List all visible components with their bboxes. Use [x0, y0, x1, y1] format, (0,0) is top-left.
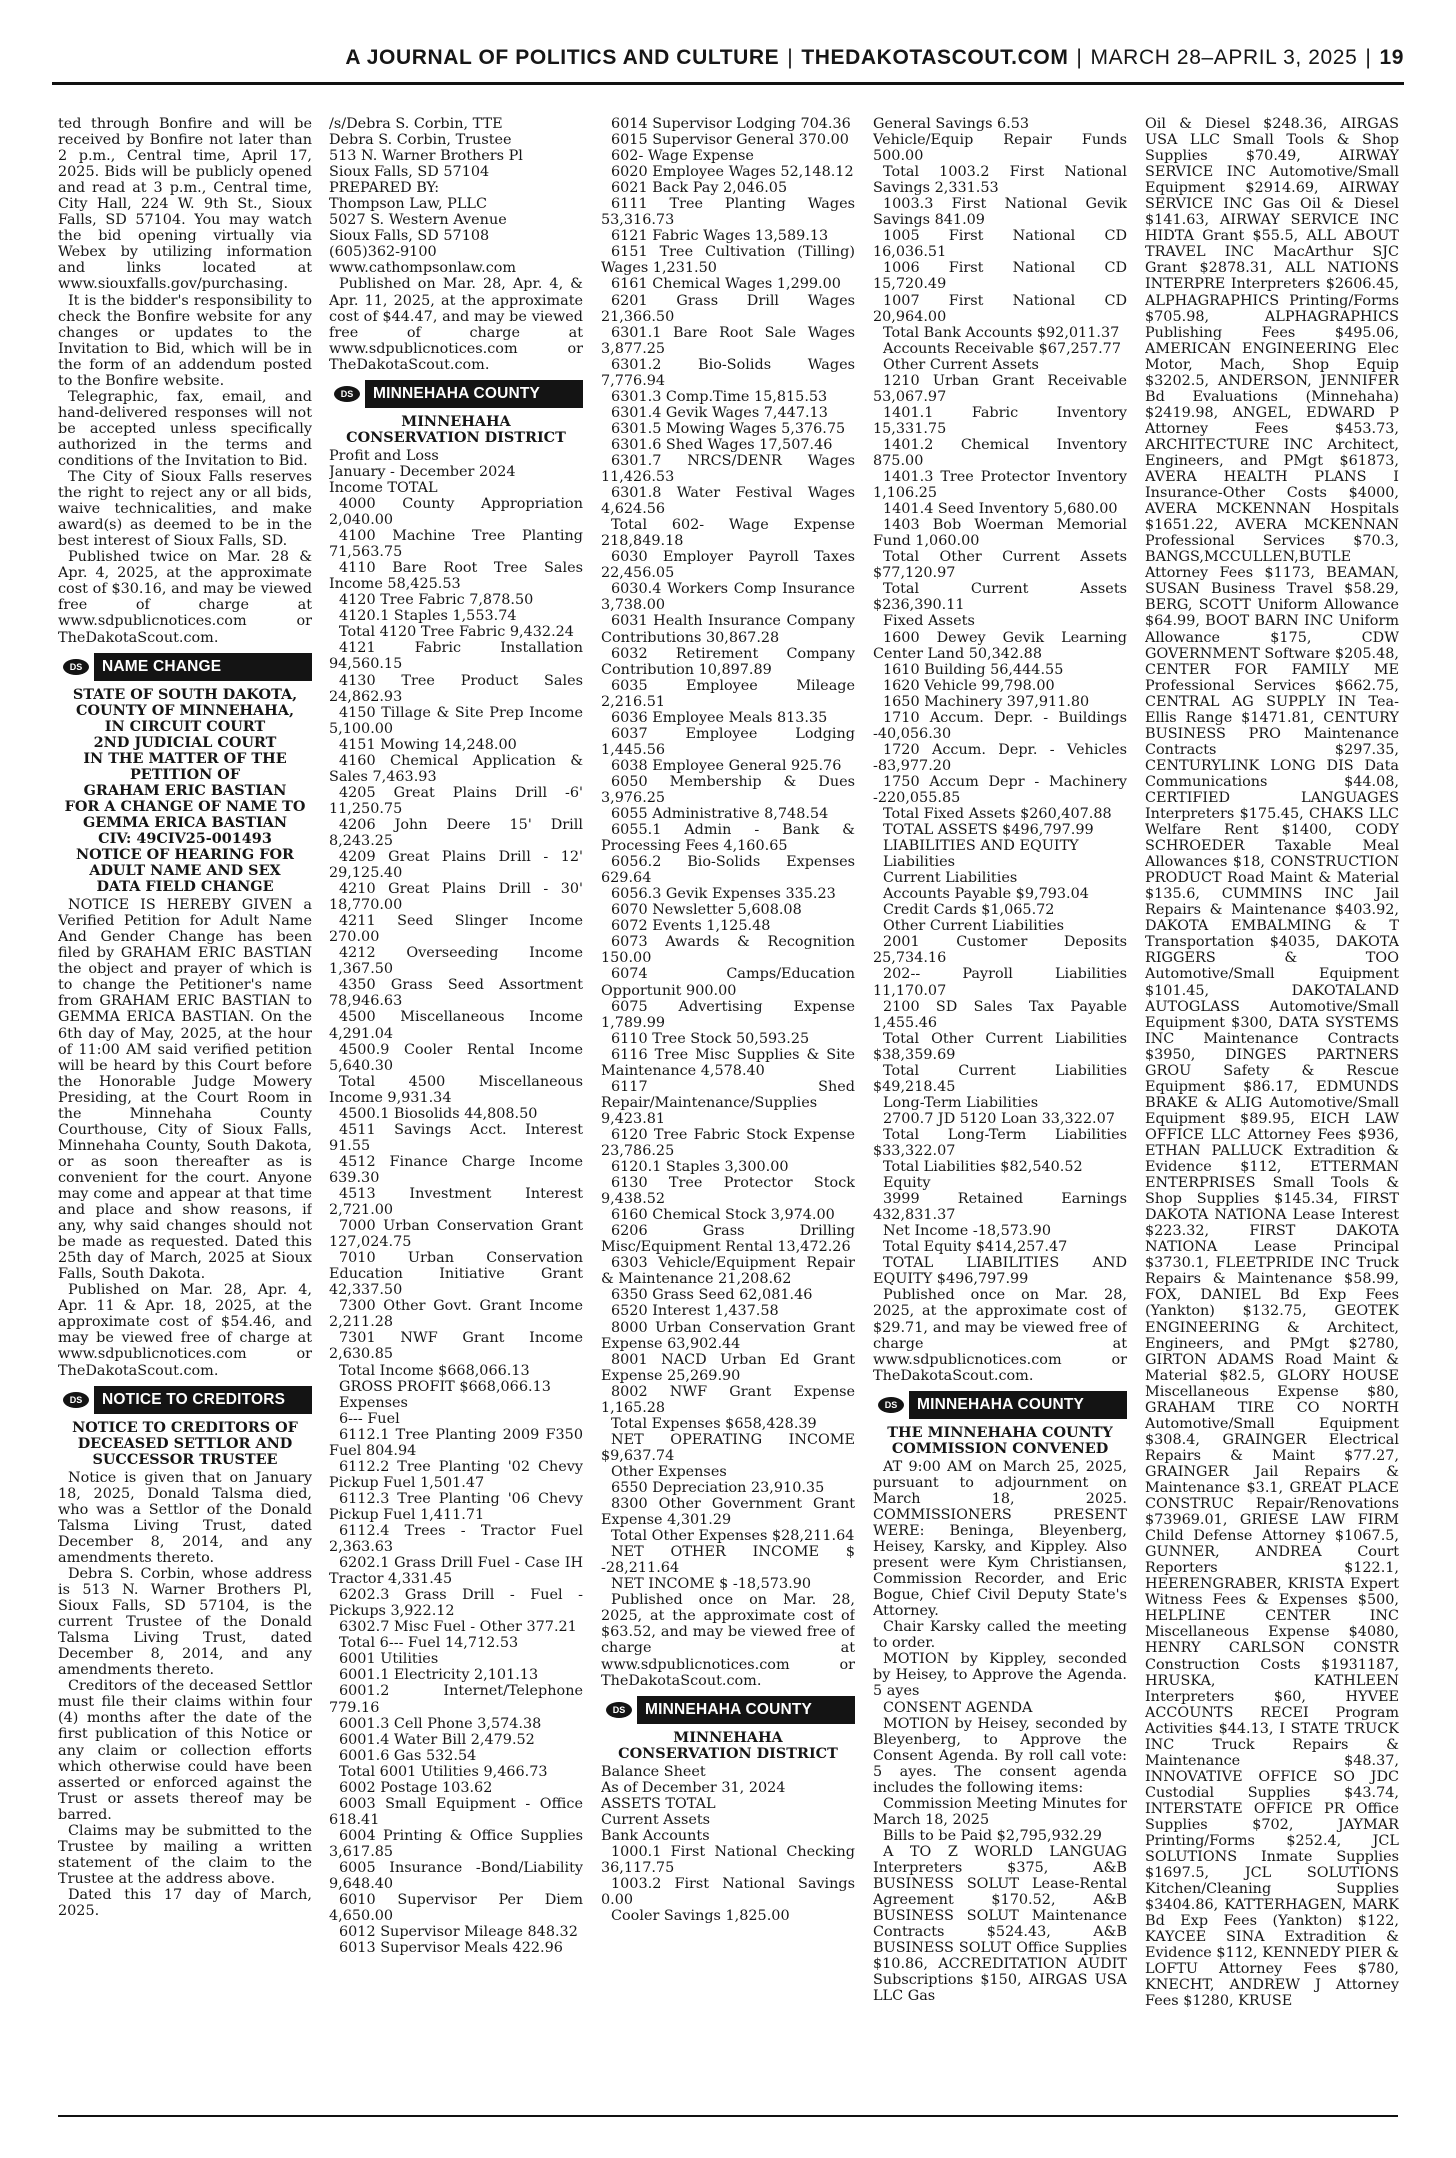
notice-paragraph: 3999 Retained Earnings 432,831.37 [873, 1191, 1127, 1224]
notice-paragraph: 6520 Interest 1,437.58 [611, 1303, 779, 1320]
notice-paragraph: 4206 John Deere 15' Drill 8,243.25 [329, 816, 583, 849]
column-5 [1145, 116, 1399, 2116]
notice-paragraph: Current Assets [601, 1811, 711, 1828]
notice-heading-line: DECEASED SETTLOR AND [77, 1434, 293, 1452]
column-3 [601, 116, 855, 2116]
notice-heading [329, 414, 583, 446]
notice-heading-line: SUCCESSOR TRUSTEE [92, 1450, 278, 1468]
notice-paragraph: 1006 First National CD 15,720.49 [873, 260, 1127, 293]
notice-paragraph: NOTICE IS HEREBY GIVEN a Verified Petition for Adult Name And Gender Change has been filed by GRAHAM ERIC BASTIAN the object and prayer of which is to change the Petitioner's name from GRAHAM ERIC BASTIAN to GEMMA ERICA BASTIAN. On the 6th day of May, 2025, at the hour of 11:00 AM said verified petition will be heard by this Court before the Honorable Judge Mowery Presiding, at the Court Room in the Minnehaha County Courthouse, City of Sioux Falls, Minnehaha County, South Dakota, or as soon thereafter as is convenient for the court. Anyone may come and appear at that time and place and show reasons, if any, why said changes should not be made as requested. Dated this 25th day of March, 2025 at Sioux Falls, South Dakota. [58, 897, 312, 1283]
notice-paragraph: 6056.2 Bio-Solids Expenses 629.64 [601, 854, 855, 887]
notice-paragraph: ASSETS TOTAL [601, 1795, 716, 1812]
notice-paragraph: PREPARED BY: [329, 180, 440, 197]
notice-paragraph: 6112.4 Trees - Tractor Fuel 2,363.63 [329, 1522, 583, 1556]
notice-paragraph: 7010 Urban Conservation Education Initiative Grant 42,337.50 [329, 1250, 583, 1299]
notice-paragraph: Total Expenses $658,428.39 [611, 1415, 817, 1432]
notice-paragraph: 4100 Machine Tree Planting 71,563.75 [329, 528, 583, 561]
notice-paragraph: 202-- Payroll Liabilities 11,170.07 [873, 966, 1127, 999]
notice-paragraph: Total Current Assets $236,390.11 [873, 581, 1127, 614]
notice-paragraph: 4350 Grass Seed Assortment 78,946.63 [329, 977, 583, 1010]
notice-paragraph: Commission Meeting Minutes for March 18, 2025 [873, 1795, 1127, 1828]
notice-paragraph: NET INCOME $ -18,573.90 [611, 1576, 812, 1593]
notice-heading [58, 1420, 312, 1468]
notice-paragraph: 6117 Shed Repair/Maintenance/Supplies 9,423.81 [601, 1078, 855, 1127]
notice-paragraph: 6202.3 Grass Drill - Fuel - Pickups 3,922.12 [329, 1587, 583, 1620]
notice-paragraph: Expenses [339, 1394, 408, 1411]
notice-paragraph: Cooler Savings 1,825.00 [611, 1908, 790, 1925]
notice-paragraph: Other Current Liabilities [883, 918, 1065, 935]
notice-paragraph: 6121 Fabric Wages 13,589.13 [611, 228, 829, 245]
scout-logo-icon: DS [58, 653, 94, 681]
notice-paragraph: (605)362-9100 [329, 244, 437, 261]
notice-paragraph: 1401.4 Seed Inventory 5,680.00 [883, 501, 1118, 518]
notice-paragraph: Profit and Loss [329, 447, 439, 464]
notice-paragraph: Total Other Expenses $28,211.64 [611, 1528, 855, 1545]
section-banner [601, 1696, 855, 1724]
notice-paragraph: Published on Mar. 28, Apr. 4, & Apr. 11, 2025, at the approximate cost of $44.47, and may be viewed free of charge at www.sdpublicnotices.com or TheDakotaScout.com. [329, 276, 583, 373]
notice-paragraph: 6--- Fuel [339, 1410, 400, 1427]
notice-paragraph: 1620 Vehicle 99,798.00 [883, 677, 1055, 694]
notice-paragraph: 4209 Great Plains Drill - 12' 29,125.40 [329, 849, 583, 882]
notice-paragraph: Total Income $668,066.13 [339, 1362, 530, 1379]
notice-paragraph: 5027 S. Western Avenue [329, 212, 507, 229]
notice-paragraph: AT 9:00 AM on March 25, 2025, pursuant to adjournment on March 18, 2025. COMMISSIONERS PRESENT WERE: Beninga, Bleyenberg, Heisey, Karsky, and Kippley. Also present were Kym Christiansen, Commission Recorder, and Eric Bogue, Chief Civil Deputy State's Attorney. [873, 1458, 1127, 1620]
notice-paragraph: Total Other Current Assets $77,120.97 [873, 549, 1127, 582]
notice-paragraph: 2700.7 JD 5120 Loan 33,322.07 [883, 1110, 1115, 1127]
notice-paragraph: The City of Sioux Falls reserves the right to reject any or all bids, waive technicalities, and make award(s) as deemed to be in the best interest of Sioux Falls, SD. [58, 469, 312, 550]
notice-paragraph: Fixed Assets [883, 613, 975, 630]
site-name: THEDAKOTASCOUT.COM [801, 46, 1069, 69]
notice-paragraph: 6055 Administrative 8,748.54 [611, 806, 829, 823]
notice-paragraph: 6036 Employee Meals 813.35 [611, 709, 828, 726]
notice-paragraph: 6112.3 Tree Planting '06 Chevy Pickup Fuel 1,411.71 [329, 1490, 583, 1523]
section-banner [58, 1386, 312, 1414]
notice-paragraph: Equity [883, 1175, 931, 1192]
notice-paragraph: 6161 Chemical Wages 1,299.00 [611, 276, 841, 293]
notice-heading-line: PETITION OF [129, 765, 241, 783]
notice-paragraph: 1005 First National CD 16,036.51 [873, 228, 1127, 261]
notice-paragraph: 6160 Chemical Stock 3,974.00 [611, 1207, 835, 1224]
notice-heading-line: IN THE MATTER OF THE [83, 749, 287, 767]
notice-paragraph: Published on Mar. 28, Apr. 4, Apr. 11 & Apr. 18, 2025, at the approximate cost of $54.46, and may be viewed free of charge at www.sdpublicnotices.com or TheDakotaScout.com. [58, 1282, 312, 1379]
notice-paragraph: NET OTHER INCOME $ -28,211.64 [601, 1544, 855, 1577]
notice-heading-line: IN CIRCUIT COURT [104, 717, 266, 735]
notice-paragraph: 4513 Investment Interest 2,721.00 [329, 1186, 583, 1219]
notice-paragraph: Credit Cards $1,065.72 [883, 902, 1055, 919]
notice-paragraph: Chair Karsky called the meeting to order. [873, 1619, 1127, 1652]
notice-paragraph: 6302.7 Misc Fuel - Other 377.21 [339, 1619, 577, 1636]
notice-paragraph: 6004 Printing & Office Supplies 3,617.85 [329, 1827, 583, 1860]
notice-heading-line: DATA FIELD CHANGE [96, 878, 274, 896]
notice-paragraph: Total 6001 Utilities 9,466.73 [339, 1763, 548, 1780]
notice-paragraph: 8002 NWF Grant Expense 1,165.28 [601, 1383, 855, 1416]
notice-paragraph: Total 1003.2 First National Savings 2,331.53 [873, 164, 1127, 197]
section-banner-title: NAME CHANGE [102, 657, 222, 675]
notice-paragraph: 1610 Building 56,444.55 [883, 661, 1064, 678]
notice-paragraph: 1403 Bob Woerman Memorial Fund 1,060.00 [873, 517, 1127, 550]
notice-paragraph: Bills to be Paid $2,795,932.29 [883, 1827, 1102, 1844]
notice-paragraph: Total 602- Wage Expense 218,849.18 [601, 517, 855, 550]
notice-paragraph: 4511 Savings Acct. Interest 91.55 [329, 1121, 583, 1154]
column-4 [873, 116, 1127, 2116]
notice-paragraph: 6050 Membership & Dues 3,976.25 [601, 773, 855, 806]
column-2 [329, 116, 583, 2116]
notice-paragraph: 6301.4 Gevik Wages 7,447.13 [611, 404, 828, 421]
notice-heading [601, 1730, 855, 1762]
notice-paragraph: CONSENT AGENDA [883, 1699, 1033, 1716]
notice-paragraph: Debra S. Corbin, Trustee [329, 132, 512, 149]
notice-paragraph: 6303 Vehicle/Equipment Repair & Maintenance 21,208.62 [601, 1255, 855, 1288]
running-head [345, 46, 1404, 70]
notice-paragraph: 1401.3 Tree Protector Inventory 1,106.25 [873, 469, 1127, 502]
notice-heading-line: GEMMA ERICA BASTIAN [82, 813, 288, 831]
notice-paragraph: 6005 Insurance -Bond/Liability 9,648.40 [329, 1859, 583, 1893]
scout-logo-icon: DS [873, 1391, 909, 1419]
notice-paragraph: 7300 Other Govt. Grant Income 2,211.28 [329, 1298, 583, 1331]
notice-paragraph: 6301.7 NRCS/DENR Wages 11,426.53 [601, 452, 855, 486]
columns-area [58, 116, 1398, 2116]
section-banner-title: MINNEHAHA COUNTY [373, 384, 541, 402]
notice-paragraph: 6030 Employer Payroll Taxes 22,456.05 [601, 549, 855, 582]
notice-paragraph: 8300 Other Government Grant Expense 4,301.29 [601, 1496, 855, 1529]
notice-paragraph: Total Equity $414,257.47 [883, 1239, 1068, 1256]
notice-heading-line: CIV: 49CIV25-001493 [98, 829, 272, 847]
notice-paragraph: 6201 Grass Drill Wages 21,366.50 [601, 292, 855, 325]
notice-paragraph: /s/Debra S. Corbin, TTE [329, 116, 503, 132]
notice-paragraph: 6075 Advertising Expense 1,789.99 [601, 998, 855, 1031]
notice-paragraph: Sioux Falls, SD 57104 [329, 164, 490, 181]
notice-paragraph: It is the bidder's responsibility to check the Bonfire website for any changes or updates to the Invitation to Bid, which will be in the form of an addendum posted to the Bonfire website. [58, 292, 312, 389]
notice-paragraph: 6550 Depreciation 23,910.35 [611, 1479, 825, 1496]
notice-heading [58, 687, 312, 896]
notice-paragraph: Balance Sheet [601, 1763, 706, 1780]
notice-paragraph: 1003.2 First National Savings 0.00 [601, 1876, 855, 1909]
notice-paragraph: Oil & Diesel $248.36, AIRGAS USA LLC Small Tools & Shop Supplies $70.49, AIRWAY SERVICE INC Automotive/Small Equipment $2914.69, AIRWAY SERVICE INC Gas Oil & Diesel $141.63, AIRWAY SERVICE INC HIDTA Grant $55.5, ALL ABOUT TRAVEL INC MacArthur SJC Grant $2878.31, ALL NATIONS INTERPRE Interpreters $2606.45, ALPHAGRAPHICS Printing/Forms $705.98, ALPHAGRAPHICS Publishing Fees $495.06, AMERICAN ENGINEERING Elec Motor, Mach, Shop Equip $3202.5, ANDERSON, JENNIFER Bd Evaluations (Minnehaha) $2419.98, ANGEL, EDWARD P Attorney Fees $453.73, ARCHITECTURE INC Architect, Engineers, and PMgt $61873, AVERA HEALTH PLANS I Insurance-Other Costs $4000, AVERA MCKENNAN Hospitals $1651.22, AVERA MCKENNAN Professional Services $70.3, BANGS,MCCULLEN,BUTLE Attorney Fees $1173, BEAMAN, SUSAN Business Travel $58.29, BERG, SCOTT Uniform Allowance $64.99, BOOT BARN INC Uniform Allowance $175, CDW GOVERNMENT Software $205.48, CENTER FOR FAMILY ME Professional Services $662.75, CENTRAL AG SUPPLY IN Tea-Ellis Range $1471.81, CENTURY BUSINESS PRO Maintenance Contracts $297.35, CENTURYLINK LONG DIS Data Communications $44.08, CERTIFIED LANGUAGES Interpreters $175.45, CHAKS LLC Welfare Rent $1400, CODY SCHROEDER Taxable Meal Allowances $18, CONSTRUCTION PRODUCT Road Maint & Material $135.6, CUMMINS INC Jail Repairs & Maintenance $403.92, DAKOTA EMBALMING & T Transportation $4035, DAKOTA RIGGERS & TOO Automotive/Small Equipment $101.45, DAKOTALAND AUTOGLASS Automotive/Small Equipment $300, DATA SYSTEMS INC Maintenance Contracts $3950, DINGES PARTNERS GROU Safety & Rescue Equipment $86.17, EDMUNDS BRAKE & ALIG Automotive/Small Equipment $89.95, EICH LAW OFFICE LLC Attorney Fees $936, ETHAN PALLUCK Extradition & Evidence $112, ETTERMAN ENTERPRISES Small Tools & Shop Supplies $145.34, FIRST DAKOTA NATIONA Lease Interest $223.32, FIRST DAKOTA NATIONA Lease Principal $3730.1, FLEETPRIDE INC Truck Repairs & Maintenance $58.99, FOX, DANIEL Bd Exp Fees (Yankton) $132.75, GEOTEK ENGINEERING & Architect, Engineers, and PMgt $2780, GIRTON ADAMS Road Maint & Material $82.5, GLORY HOUSE Miscellaneous Expense $80, GRAHAM TIRE CO NORTH Automotive/Small Equipment $308.4, GRAINGER Electrical Repairs & Maint $77.27, GRAINGER Jail Repairs & Maintenance $3.1, GREAT PLACE CONSTRUC Repair/Renovations $73969.01, GRIESE LAW FIRM Child Defense Attorney $1067.5, GUNNER, ANDREA Court Reporters $122.1, HEERENGRABER, KRISTA Expert Witness Fees & Expenses $500, HELPLINE CENTER INC Miscellaneous Expense $4080, HENRY CARLSON CONSTR Construction Costs $1931187, HRUSKA, KATHLEEN Interpreters $60, HYVEE ACCOUNTS RECEI Program Activities $44.13, I STATE TRUCK INC Truck Repairs & Maintenance $48.37, INNOVATIVE OFFICE SO JDC Custodial Supplies $43.74, INTERSTATE OFFICE PR Office Supplies $702, JAYMAR Printing/Forms $252.4, JCL SOLUTIONS Inmate Supplies $1697.5, JCL SOLUTIONS Kitchen/Cleaning Supplies $3404.86, KATTERHAGEN, MARK Bd Exp Fees (Yankton) $122, KAYCEE SINA Extradition & Evidence $112, KENNEDY PIER & LOFTU Attorney Fees $780, KNECHT, ANDREW J Attorney Fees $1280, KRUSE [1145, 116, 1399, 2010]
notice-paragraph: Creditors of the deceased Settlor must file their claims within four (4) months after the date of the first publication of this Notice or any claim or collection efforts which otherwise could have been asserted or enforced against the Trust or assets thereof may be barred. [58, 1678, 312, 1823]
notice-paragraph: 6073 Awards & Recognition 150.00 [601, 934, 855, 967]
notice-paragraph: 6001.6 Gas 532.54 [339, 1747, 477, 1764]
notice-paragraph: 4000 County Appropriation 2,040.00 [329, 495, 583, 529]
notice-paragraph: 6070 Newsletter 5,608.08 [611, 902, 802, 919]
notice-paragraph: 7301 NWF Grant Income 2,630.85 [329, 1330, 583, 1363]
notice-paragraph: Other Expenses [611, 1463, 727, 1480]
notice-paragraph: 6001.4 Water Bill 2,479.52 [339, 1731, 535, 1748]
notice-paragraph: 1401.2 Chemical Inventory 875.00 [873, 436, 1127, 469]
notice-heading [873, 1425, 1127, 1457]
notice-paragraph: MOTION by Heisey, seconded by Bleyenberg, to Approve the Consent Agenda. By roll call vote: 5 ayes. The consent agenda includes the following items: [873, 1715, 1127, 1796]
notice-paragraph: LIABILITIES AND EQUITY [883, 838, 1079, 855]
notice-paragraph: 2001 Customer Deposits 25,734.16 [873, 934, 1127, 967]
notice-paragraph: Net Income -18,573.90 [883, 1223, 1051, 1240]
notice-paragraph: 4150 Tillage & Site Prep Income 5,100.00 [329, 704, 583, 737]
notice-paragraph: 6350 Grass Seed 62,081.46 [611, 1287, 813, 1304]
notice-paragraph: 6151 Tree Cultivation (Tilling) Wages 1,231.50 [601, 244, 855, 277]
notice-paragraph: MOTION by Kippley, seconded by Heisey, to Approve the Agenda. 5 ayes [873, 1651, 1127, 1700]
notice-paragraph: 1710 Accum. Depr. - Buildings -40,056.30 [873, 709, 1127, 742]
notice-paragraph: NET OPERATING INCOME $9,637.74 [601, 1431, 855, 1464]
notice-paragraph: 602- Wage Expense [611, 148, 754, 165]
notice-paragraph: 4500.1 Biosolids 44,808.50 [339, 1105, 538, 1122]
notice-paragraph: Accounts Payable $9,793.04 [883, 886, 1089, 903]
notice-paragraph: 6002 Postage 103.62 [339, 1779, 493, 1796]
notice-paragraph: 1003.3 First National Gevik Savings 841.09 [873, 196, 1127, 229]
notice-paragraph: 6012 Supervisor Mileage 848.32 [339, 1924, 578, 1941]
notice-paragraph: 1750 Accum Depr - Machinery -220,055.85 [873, 773, 1127, 806]
notice-heading-line: CONSERVATION DISTRICT [618, 1744, 838, 1762]
notice-heading-line: STATE OF SOUTH DAKOTA, [72, 685, 298, 703]
notice-paragraph: TOTAL LIABILITIES AND EQUITY $496,797.99 [873, 1255, 1127, 1288]
notice-paragraph: Total 4500 Miscellaneous Income 9,931.34 [329, 1073, 583, 1106]
notice-heading-line: GRAHAM ERIC BASTIAN [83, 781, 287, 799]
notice-paragraph: Long-Term Liabilities [883, 1094, 1039, 1111]
notice-paragraph: 4205 Great Plains Drill -6' 11,250.75 [329, 784, 583, 817]
notice-paragraph: 6031 Health Insurance Company Contributions 30,867.28 [601, 613, 855, 646]
notice-paragraph: 1210 Urban Grant Receivable 53,067.97 [873, 372, 1127, 405]
notice-paragraph: 6301.1 Bare Root Sale Wages 3,877.25 [601, 324, 855, 357]
notice-heading-line: CONSERVATION DISTRICT [346, 428, 566, 446]
notice-paragraph: 6112.1 Tree Planting 2009 F350 Fuel 804.94 [329, 1426, 583, 1459]
notice-paragraph: Bank Accounts [601, 1827, 710, 1844]
notice-paragraph: 6001.1 Electricity 2,101.13 [339, 1667, 539, 1684]
notice-paragraph: Total Liabilities $82,540.52 [883, 1159, 1083, 1176]
notice-paragraph: 6301.3 Comp.Time 15,815.53 [611, 388, 828, 405]
notice-paragraph: 6001.2 Internet/Telephone 779.16 [329, 1683, 583, 1716]
notice-paragraph: Total 4120 Tree Fabric 9,432.24 [339, 624, 574, 641]
notice-paragraph: 6301.8 Water Festival Wages 4,624.56 [601, 485, 855, 518]
notice-paragraph: 6021 Back Pay 2,046.05 [611, 180, 788, 197]
notice-paragraph: Total 6--- Fuel 14,712.53 [339, 1635, 519, 1652]
notice-paragraph: 6055.1 Admin - Bank & Processing Fees 4,160.65 [601, 822, 855, 855]
notice-heading-line: COMMISSION CONVENED [891, 1439, 1109, 1457]
notice-paragraph: Total Fixed Assets $260,407.88 [883, 806, 1112, 823]
notice-paragraph: Debra S. Corbin, whose address is 513 N. Warner Brothers Pl, Sioux Falls, SD 57104, is the current Trustee of the Donald Talsma Living Trust, dated December 8, 2014, and any amendments thereto. [58, 1565, 312, 1679]
notice-paragraph: 6030.4 Workers Comp Insurance 3,738.00 [601, 581, 855, 614]
notice-paragraph: Other Current Assets [883, 356, 1039, 373]
notice-paragraph: TOTAL ASSETS $496,797.99 [883, 822, 1094, 839]
notice-paragraph: 6014 Supervisor Lodging 704.36 [611, 116, 851, 132]
notice-paragraph: 4512 Finance Charge Income 639.30 [329, 1153, 583, 1186]
notice-paragraph: 6120.1 Staples 3,300.00 [611, 1159, 789, 1176]
notice-paragraph: www.cathompsonlaw.com [329, 260, 517, 277]
scout-logo-icon: DS [601, 1696, 637, 1724]
notice-paragraph: 6206 Grass Drilling Misc/Equipment Rental 13,472.26 [601, 1223, 855, 1256]
notice-paragraph: 1007 First National CD 20,964.00 [873, 292, 1127, 325]
notice-paragraph: 1600 Dewey Gevik Learning Center Land 50,342.88 [873, 629, 1127, 662]
notice-paragraph: 6301.2 Bio-Solids Wages 7,776.94 [601, 356, 855, 389]
notice-paragraph: Telegraphic, fax, email, and hand-delivered responses will not be accepted unless specifically authorized in the terms and conditions of the Invitation to Bid. [58, 388, 312, 469]
notice-paragraph: Current Liabilities [883, 870, 1018, 887]
notice-paragraph: 6001.3 Cell Phone 3,574.38 [339, 1715, 542, 1732]
notice-paragraph: 6020 Employee Wages 52,148.12 [611, 164, 854, 181]
notice-paragraph: 4120.1 Staples 1,553.74 [339, 608, 517, 625]
notice-paragraph: 4160 Chemical Application & Sales 7,463.93 [329, 752, 583, 785]
notice-paragraph: 2100 SD Sales Tax Payable 1,455.46 [873, 998, 1127, 1031]
notice-paragraph: 6032 Retirement Company Contribution 10,897.89 [601, 645, 855, 678]
notice-paragraph: Published twice on Mar. 28 & Apr. 4, 2025, at the approximate cost of $30.16, and may be viewed free of charge at www.sdpublicnotices.com or TheDakotaScout.com. [58, 549, 312, 646]
notice-heading-line: NOTICE OF HEARING FOR [76, 846, 294, 864]
notice-paragraph: Thompson Law, PLLC [329, 196, 487, 213]
notice-paragraph: 6056.3 Gevik Expenses 335.23 [611, 886, 836, 903]
notice-heading-line: FOR A CHANGE OF NAME TO [64, 797, 306, 815]
notice-paragraph: Liabilities [883, 854, 956, 871]
notice-paragraph: 4110 Bare Root Tree Sales Income 58,425.53 [329, 560, 583, 593]
journal-tagline: A JOURNAL OF POLITICS AND CULTURE [345, 46, 780, 69]
notice-heading-line: 2ND JUDICIAL COURT [93, 733, 277, 751]
section-banner-title: MINNEHAHA COUNTY [917, 1395, 1085, 1413]
notice-heading-line: COUNTY OF MINNEHAHA, [76, 701, 294, 719]
notice-paragraph: Claims may be submitted to the Trustee by mailing a written statement of the claim to the Trustee at the address above. [58, 1822, 312, 1887]
notice-paragraph: As of December 31, 2024 [601, 1779, 786, 1796]
notice-paragraph: 4500.9 Cooler Rental Income 5,640.30 [329, 1041, 583, 1074]
notice-paragraph: 513 N. Warner Brothers Pl [329, 148, 523, 165]
notice-paragraph: 1401.1 Fabric Inventory 15,331.75 [873, 404, 1127, 437]
notice-paragraph: 4151 Mowing 14,248.00 [339, 736, 517, 753]
notice-heading-line: NOTICE TO CREDITORS OF [72, 1418, 298, 1436]
section-banner [58, 653, 312, 681]
notice-heading-line: THE MINNEHAHA COUNTY [887, 1423, 1113, 1441]
notice-paragraph: Total Current Liabilities $49,218.45 [873, 1062, 1127, 1095]
section-banner-title: NOTICE TO CREDITORS [102, 1390, 286, 1408]
notice-paragraph: 6074 Camps/Education Opportunit 900.00 [601, 966, 855, 999]
notice-paragraph: Published once on Mar. 28, 2025, at the approximate cost of $29.71, and may be viewed free of charge at www.sdpublicnotices.com or TheDakotaScout.com. [873, 1287, 1127, 1384]
issue-dates: MARCH 28–APRIL 3, 2025 [1090, 46, 1358, 69]
notice-paragraph: Total Bank Accounts $92,011.37 [883, 324, 1120, 341]
notice-paragraph: 1650 Machinery 397,911.80 [883, 693, 1090, 710]
notice-paragraph: 4210 Great Plains Drill - 30' 18,770.00 [329, 881, 583, 914]
notice-paragraph: Total Long-Term Liabilities $33,322.07 [873, 1126, 1127, 1159]
notice-paragraph: 6001 Utilities [339, 1651, 439, 1668]
notice-paragraph: Sioux Falls, SD 57108 [329, 228, 490, 245]
notice-paragraph: A TO Z WORLD LANGUAG Interpreters $375, A&B BUSINESS SOLUT Lease-Rental Agreement $170.52, A&B BUSINESS SOLUT Maintenance Contracts $524.43, A&B BUSINESS SOLUT Office Supplies $10.86, ACCREDITATION AUDIT Subscriptions $150, AIRGAS USA LLC Gas [873, 1843, 1127, 2005]
notice-paragraph: 6112.2 Tree Planting '02 Chevy Pickup Fuel 1,501.47 [329, 1458, 583, 1491]
notice-paragraph: 6202.1 Grass Drill Fuel - Case IH Tractor 4,331.45 [329, 1555, 583, 1588]
notice-heading-line: MINNEHAHA [673, 1728, 783, 1746]
notice-paragraph: GROSS PROFIT $668,066.13 [339, 1378, 551, 1395]
notice-paragraph: 6035 Employee Mileage 2,216.51 [601, 677, 855, 710]
notice-paragraph: 6301.6 Shed Wages 17,507.46 [611, 436, 833, 453]
notice-paragraph: 6072 Events 1,125.48 [611, 918, 771, 935]
notice-paragraph: Income TOTAL [329, 479, 438, 496]
notice-paragraph: Total Other Current Liabilities $38,359.69 [873, 1030, 1127, 1063]
notice-paragraph: 6038 Employee General 925.76 [611, 757, 842, 774]
notice-paragraph: 6037 Employee Lodging 1,445.56 [601, 725, 855, 758]
notice-paragraph: 4500 Miscellaneous Income 4,291.04 [329, 1009, 583, 1042]
header-separator: | [1365, 46, 1372, 69]
notice-paragraph: 4121 Fabric Installation 94,560.15 [329, 640, 583, 673]
notice-paragraph: General Savings 6.53 [873, 116, 1030, 132]
scout-logo-icon: DS [58, 1386, 94, 1414]
notice-paragraph: Notice is given that on January 18, 2025, Donald Talsma died, who was a Settlor of the Donald Talsma Living Trust, dated December 8, 2014, and any amendments thereto. [58, 1469, 312, 1566]
notice-paragraph: Vehicle/Equip Repair Funds 500.00 [873, 132, 1127, 165]
notice-paragraph: 6130 Tree Protector Stock 9,438.52 [601, 1175, 855, 1208]
notice-paragraph: 4130 Tree Product Sales 24,862.93 [329, 672, 583, 705]
notice-paragraph: Accounts Receivable $67,257.77 [883, 340, 1121, 357]
notice-paragraph: 8000 Urban Conservation Grant Expense 63,902.44 [601, 1319, 855, 1352]
notice-paragraph: 6010 Supervisor Per Diem 4,650.00 [329, 1892, 583, 1925]
header-separator: | [1076, 46, 1083, 69]
notice-paragraph: 6116 Tree Misc Supplies & Site Maintenance 4,578.40 [601, 1046, 855, 1079]
notice-paragraph: 6110 Tree Stock 50,593.25 [611, 1030, 810, 1047]
notice-paragraph: 4211 Seed Slinger Income 270.00 [329, 913, 583, 946]
header-separator: | [787, 46, 794, 69]
section-banner-title: MINNEHAHA COUNTY [645, 1700, 813, 1718]
section-banner [873, 1391, 1127, 1419]
notice-paragraph: 1000.1 First National Checking 36,117.75 [601, 1843, 855, 1876]
notice-paragraph: 4212 Overseeding Income 1,367.50 [329, 945, 583, 978]
section-banner [329, 380, 583, 408]
bottom-rule [58, 2115, 1398, 2117]
scout-logo-icon: DS [329, 380, 365, 408]
notice-paragraph: 4120 Tree Fabric 7,878.50 [339, 592, 534, 609]
notice-paragraph: 7000 Urban Conservation Grant 127,024.75 [329, 1218, 583, 1251]
notice-paragraph: 1720 Accum. Depr. - Vehicles -83,977.20 [873, 741, 1127, 774]
page-number: 19 [1379, 46, 1404, 69]
notice-paragraph: ted through Bonfire and will be received by Bonfire not later than 2 p.m., Central time, April 17, 2025. Bids will be publicly opened and read at 3 p.m., Central time, City Hall, 224 W. 9th St., Sioux Falls, SD 57104. You may watch the bid opening virtually via Webex by utilizing information and links located at www.siouxfalls.gov/purchasing. [58, 116, 312, 293]
notice-heading-line: ADULT NAME AND SEX [89, 862, 281, 880]
notice-paragraph: January - December 2024 [329, 463, 516, 480]
column-1 [58, 116, 312, 2116]
notice-paragraph: 6111 Tree Planting Wages 53,316.73 [601, 196, 855, 229]
notice-heading-line: MINNEHAHA [401, 412, 511, 430]
notice-paragraph: Dated this 17 day of March, 2025. [58, 1886, 312, 1919]
notice-paragraph: 6015 Supervisor General 370.00 [611, 132, 849, 149]
page-header [52, 40, 1404, 85]
notice-paragraph: 6013 Supervisor Meals 422.96 [339, 1940, 563, 1957]
notice-paragraph: 6301.5 Mowing Wages 5,376.75 [611, 420, 846, 437]
notice-paragraph: 6120 Tree Fabric Stock Expense 23,786.25 [601, 1126, 855, 1159]
notice-paragraph: 6003 Small Equipment - Office 618.41 [329, 1795, 583, 1828]
notice-paragraph: 8001 NACD Urban Ed Grant Expense 25,269.90 [601, 1351, 855, 1384]
notice-paragraph: Published once on Mar. 28, 2025, at the approximate cost of $63.52, and may be viewed free of charge at www.sdpublicnotices.com or TheDakotaScout.com. [601, 1592, 855, 1689]
